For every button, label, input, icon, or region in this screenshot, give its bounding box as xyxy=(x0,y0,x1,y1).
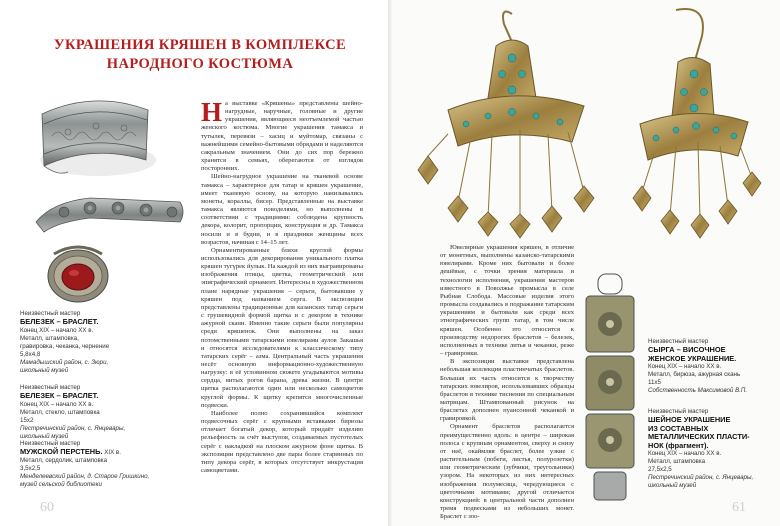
caption-title: СЫРГА – ВИСОЧНОЕ xyxy=(648,345,726,354)
right-page xyxy=(390,0,780,526)
caption-title: НОК (фрагмент). xyxy=(648,440,709,450)
caption-master: Неизвестный мастер xyxy=(648,408,709,415)
caption-technique: гравировка, чеканка, чернение xyxy=(20,342,110,350)
caption-title: МУЖСКОЙ ПЕРСТЕНЬ. xyxy=(20,447,103,456)
caption-museum: музей сельской библиотеки xyxy=(20,481,102,488)
caption-material: Металл, штамповка, xyxy=(20,334,79,342)
paragraph: В экспозиции выставки представлена небольшая коллекция пластинчатых браслетов. Большая их часть относится к творчеству татарских ювелиров, использовавших образцы браслетов в технике тиснения по специальным матрицам. Штампованный рисунок на браслетах дополнен пуансонной чеканкой и гравировкой. xyxy=(440,358,574,423)
caption-material: Металл, стекло, штамповка xyxy=(20,408,100,416)
caption-master: Неизвестный мастер xyxy=(20,440,81,447)
caption-date: Конец XIX – начало XX в. xyxy=(20,326,94,334)
caption-size: 11х5 xyxy=(648,379,661,387)
left-body-text xyxy=(201,97,363,500)
paragraph: Орнамент браслетов располагается преимущественно вдоль: в центре – широкая полоса с крупным орнаментом, сверху и снизу от неё, окаймляя браслет, более узкие с растительным (побеги, листья, полурозетки) или геометрическим (зубчики, треугольники) узором. На некоторых из них интересных изображения полумесяца, чередующиеся с цветочными мотивами; другой отличается конструкцией: в центральной части дополнен тремя подвесками из небольших монет. Браслет с зоо- xyxy=(440,423,574,521)
page-number: 61 xyxy=(732,500,746,515)
caption-title: ЖЕНСКОЕ УКРАШЕНИЕ. xyxy=(648,353,737,363)
caption-material: Металл, бирюза, ажурная скань xyxy=(648,371,741,379)
caption-place: Пестречинский район, с. Янцевары, xyxy=(20,424,126,432)
caption-title: ИЗ СОСТАВНЫХ xyxy=(648,423,709,433)
caption-necklace xyxy=(648,408,758,490)
caption-collection: Собственность Максимовой В.П. xyxy=(648,387,748,395)
caption-size: 5,8х4,8 xyxy=(20,350,41,358)
bracelet-engraved-photo xyxy=(28,88,162,188)
caption-ring xyxy=(20,440,149,489)
bracelet-glass-photo xyxy=(30,188,190,246)
caption-place: Менделеевский район, д. Старое Гришкино, xyxy=(20,473,150,480)
caption-earrings xyxy=(648,338,747,395)
title-line-2: НАРОДНОГО КОСТЮМА xyxy=(106,56,294,72)
drop-cap: Н xyxy=(201,97,223,127)
caption-material: Металл, штамповка xyxy=(648,458,706,466)
caption-master: Неизвестный мастер xyxy=(20,310,81,317)
paragraph: Орнаментированные бляхи круглой формы использовались для декорирования уникального платка кряшен тугүрек йулык. На каждой из них выгравированы изображения птицы, цветка, геометрический или эпиграфический орнамент. Интересны в художественном плане нарядные украшения – серьги, бытовавшие у кряшен под названием серга. В экспозиции представлены традиционные для казанских татар серьги с грушевидной формой щитка и с декором в технике ажурной скани. Именно такие серьги были популярны среди кряшенок. Они выполнены на заказ потомственными татарскими ювелирами аулов Закашья и относятся исследователями к классическому типу татарских серёг – азма. Центральный часть украшения несёт основную информационно-художественную нагрузку: в её угловинном сюжете угадываются мотивы сердца, витых рогов барана, древа жизни. В центре щитка располагаются один или несколько самоцветов круглой формы. К щитку крепятся многочисленные подвески. xyxy=(201,246,363,409)
caption-material: Металл, сердолик, штамповка xyxy=(20,457,108,464)
right-body-text xyxy=(440,244,574,521)
page-number: 60 xyxy=(40,500,54,515)
caption-museum: школьный музей xyxy=(20,432,69,440)
earrings-turquoise-photo xyxy=(408,6,768,238)
page-title xyxy=(40,36,360,74)
caption-title: ШЕЙНОЕ УКРАШЕНИЕ xyxy=(648,415,731,424)
paragraph: На выставке «Кряшены» представлены шейно-нагрудные, наручные, головные и другие украшения, являющиеся неотъемлемой частью женского костюма. Многие украшения тамакса и тутылек, перевязи – хасиц и муйтомар, связаны с важнейшими семейно-бытовыми обрядами и наделяются сакральным значением. Они до сих пор бережно хранятся в семьях, оберегаются от взглядов посторонних. xyxy=(201,97,363,173)
caption-title: БЕЛЕЗЕК – БРАСЛЕТ. xyxy=(20,317,99,326)
paragraph: Наиболее полно сохранившийся комплект подвесочных серёг с крупными вставками бирюзы отличает богатый декор, который придаёт изделию рельефность за счёт выступов, создаваемых пустотелых серёг с накладкой на плоском ажурном фоне щитка. В экспозиции представлено две пары более старинных по типу декора серёг, в которых отсутствует инкрустация самоцветами. xyxy=(201,409,363,475)
caption-master: Неизвестный мастер xyxy=(648,338,709,345)
title-line-1: УКРАШЕНИЯ КРЯШЕН В КОМПЛЕКСЕ xyxy=(53,37,347,53)
caption-size: 27,5х2,5 xyxy=(648,466,672,474)
paragraph: Шейно-нагрудное украшение на тканевой основе тамакса – характерное для татар и кряшен украшение, имеет тканевую основу, на которую нанизывались монеты, кораллы, бисер. Представленные на выставке тамакса являются поводелями, но выполнены в соответствии с традициями: соблюдена крупность декора, колорит, пропорции, конструкция и др. Тамакса носили и в будни, и в праздники женщины всех возрастов, начиная с 14–15 лет. xyxy=(201,173,363,246)
caption-bracelet-2 xyxy=(20,384,125,441)
caption-date: Конец XIX – начало XX в. xyxy=(20,400,94,408)
caption-title: БЕЛЕЗЕК – БРАСЛЕТ. xyxy=(20,391,99,400)
caption-date: XIX в. xyxy=(102,449,121,456)
caption-place: Мамадышский район, с. Зюри, xyxy=(20,358,109,366)
book-gutter xyxy=(388,0,392,526)
caption-date: Конец XIX – начало XX в. xyxy=(648,363,722,371)
caption-date: Конец XIX – начало XX в. xyxy=(648,450,722,458)
caption-museum: школьный музей xyxy=(20,366,69,374)
caption-master: Неизвестный мастер xyxy=(20,384,81,391)
caption-title: МЕТАЛЛИЧЕСКИХ ПЛАСТИ- xyxy=(648,432,750,442)
necklace-plates-photo xyxy=(580,272,640,504)
caption-bracelet-1 xyxy=(20,310,109,375)
caption-place: Пестречинский район, с. Янцевары, школьный музей xyxy=(648,474,754,490)
paragraph: Ювелирные украшения кряшен, в отличие от монетных, выполнены казанско-татарскими ювелирами. Кроме них бытовали и более дешёвые, с точки зрения материала и технологии исполнения, украшения мастеров известного в Поволжье промысла в селе Рыбная Слобода. Массовые изделия этого промысла создавались в подражание татарским украшениям и бытовали как среди всех этнографических групп татар, в том числе кряшен. Особенно это относится к производству недорогих браслетов – белезек, исполненных в технике литья и чеканки, реже – гравировки. xyxy=(440,244,574,358)
caption-size: 3,5х2,5 xyxy=(20,465,41,472)
ring-carnelian-photo xyxy=(40,240,116,308)
caption-size: 15х2 xyxy=(20,416,34,424)
